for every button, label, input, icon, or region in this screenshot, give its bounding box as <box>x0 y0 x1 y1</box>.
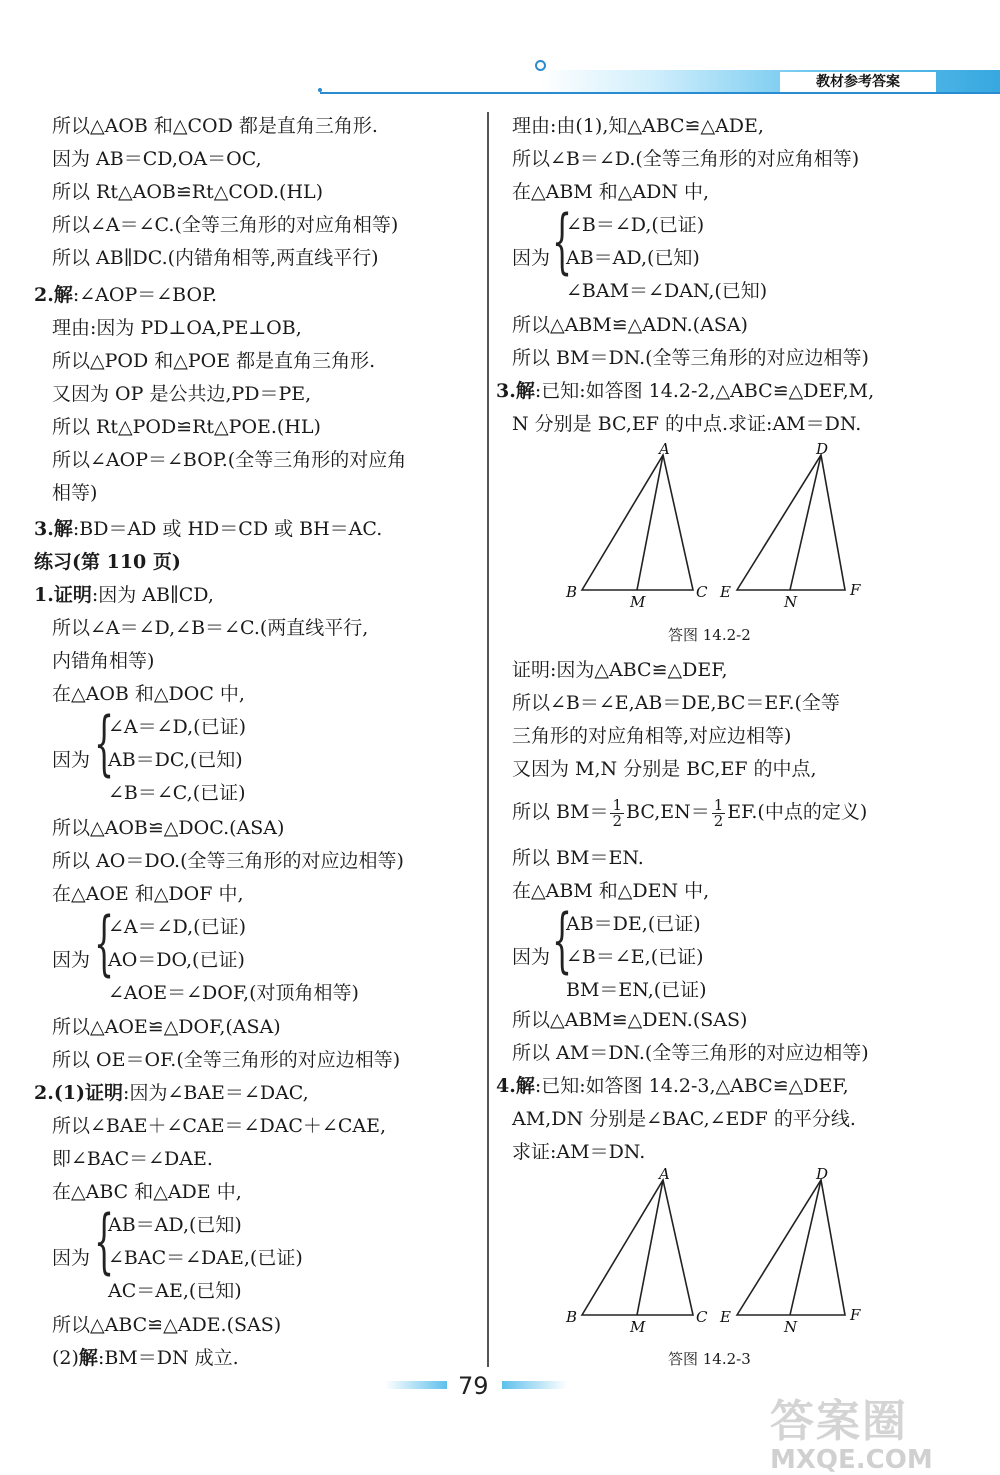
watermark-domain: MXQE.COM <box>770 1445 933 1475</box>
left-text-line: 所以 AB∥DC.(内错角相等,两直线平行) <box>52 247 379 269</box>
watermark-logo: 答案圈 <box>770 1396 908 1447</box>
triangle-def <box>737 455 845 590</box>
right-text-line: 证明:因为△ABC≌△DEF, <box>512 659 728 681</box>
right-text-line: 在△ABM 和△ADN 中, <box>512 181 710 203</box>
page-number-deco-right <box>502 1381 567 1389</box>
left-text-line: 2.(1)证明:因为∠BAE＝∠DAC, <box>34 1082 309 1104</box>
watermark <box>770 1385 933 1475</box>
page-number: 79 <box>458 1372 489 1400</box>
left-text-line: 所以∠AOP＝∠BOP.(全等三角形的对应角 <box>52 449 407 471</box>
right-text-line: AM,DN 分别是∠BAC,∠EDF 的平分线. <box>512 1108 856 1130</box>
right-text-line: ∠BAM＝∠DAN,(已知) <box>566 280 768 302</box>
label-d: D <box>816 1165 829 1183</box>
right-text-line: 所以 AM＝DN.(全等三角形的对应边相等) <box>512 1042 869 1064</box>
right-text-line: 4.解:已知:如答图 14.2-3,△ABC≌△DEF, <box>496 1075 849 1097</box>
label-c: C <box>696 583 708 601</box>
left-text-line: 所以 Rt△POD≌Rt△POE.(HL) <box>52 416 321 438</box>
right-text-line: BM＝EN,(已证) <box>566 979 707 1001</box>
right-text-line: 3.解:已知:如答图 14.2-2,△ABC≌△DEF,M, <box>496 380 875 402</box>
left-text-line: 在△AOE 和△DOF 中, <box>52 883 244 905</box>
header-rule <box>320 92 1000 94</box>
left-text-line: 所以△ABC≌△ADE.(SAS) <box>52 1314 282 1336</box>
figure-caption-14-2-2: 答图 14.2-2 <box>668 626 751 644</box>
label-e: E <box>720 1308 731 1326</box>
left-text-line: 所以∠A＝∠C.(全等三角形的对应角相等) <box>52 214 399 236</box>
left-text-line: ∠A＝∠D,(已证) <box>108 716 246 738</box>
left-text-line: 理由:因为 PD⊥OA,PE⊥OB, <box>52 317 302 339</box>
left-text-line: 所以 Rt△AOB≌Rt△COD.(HL) <box>52 181 324 203</box>
right-text-line: 三角形的对应角相等,对应边相等) <box>512 725 792 747</box>
label-m: M <box>630 1318 646 1336</box>
left-text-line: 所以△AOB≌△DOC.(ASA) <box>52 817 285 839</box>
right-text-line: 所以△ABM≌△DEN.(SAS) <box>512 1009 748 1031</box>
right-text-line: 因为 <box>512 946 551 968</box>
label-b: B <box>566 1308 578 1326</box>
left-text-line: 2.解:∠AOP＝∠BOP. <box>34 284 218 306</box>
right-text-line: AB＝AD,(已知) <box>566 247 700 269</box>
header-dot-small-icon <box>318 88 322 92</box>
left-text-line: ∠A＝∠D,(已证) <box>108 916 246 938</box>
right-text-line: 因为 <box>512 247 551 269</box>
right-text-line: 求证:AM＝DN. <box>512 1141 646 1163</box>
figure-14-2-3 <box>560 1165 880 1340</box>
left-text-line: 所以△AOB 和△COD 都是直角三角形. <box>52 115 378 137</box>
label-f: F <box>850 581 861 599</box>
segment-dn <box>790 1180 821 1315</box>
label-a: A <box>659 440 670 458</box>
brace-left-2: { <box>94 902 115 984</box>
left-text-line: AB＝AD,(已知) <box>108 1214 242 1236</box>
label-n: N <box>784 593 798 611</box>
right-text-line: 理由:由(1),知△ABC≌△ADE, <box>512 115 764 137</box>
right-text-line: 所以△ABM≌△ADN.(ASA) <box>512 314 748 336</box>
triangle-abc <box>582 455 693 590</box>
figure-caption-14-2-3: 答图 14.2-3 <box>668 1350 751 1368</box>
left-text-line: ∠B＝∠C,(已证) <box>108 782 246 804</box>
midpoint-definition-line: 所以 BM＝ $\frac{1}{2}$ BC,EN＝ $\frac{1}{2}$ EF.(中点的定义) <box>512 795 868 830</box>
label-m: M <box>630 593 646 611</box>
header-label: 教材参考答案 <box>780 72 936 92</box>
figure-14-2-2 <box>560 440 880 615</box>
left-text-line: 所以△POD 和△POE 都是直角三角形. <box>52 350 376 372</box>
left-text-line: 所以∠BAE＋∠CAE＝∠DAC＋∠CAE, <box>52 1115 387 1137</box>
right-text-line: N 分别是 BC,EF 的中点.求证:AM＝DN. <box>512 413 862 435</box>
triangle-def <box>737 1180 845 1315</box>
left-text-line: 所以 OE＝OF.(全等三角形的对应边相等) <box>52 1049 401 1071</box>
right-text-line: ∠B＝∠E,(已证) <box>566 946 704 968</box>
left-text-line: 因为 <box>52 1247 91 1269</box>
left-text-line: ∠BAC＝∠DAE,(已证) <box>108 1247 303 1269</box>
right-text-line: 所以 BM＝EN. <box>512 847 644 869</box>
right-text-line: 所以∠B＝∠D.(全等三角形的对应角相等) <box>512 148 860 170</box>
brace-right-1: { <box>552 200 573 282</box>
column-divider <box>487 112 489 1367</box>
label-b: B <box>566 583 578 601</box>
segment-dn <box>790 455 821 590</box>
left-text-line: 因为 <box>52 949 91 971</box>
left-text-line: 所以∠A＝∠D,∠B＝∠C.(两直线平行, <box>52 617 369 639</box>
left-text-line: 所以△AOE≌△DOF,(ASA) <box>52 1016 281 1038</box>
fraction-half-2: $\frac{1}{2}$ <box>713 795 724 830</box>
right-text-line: ∠B＝∠D,(已证) <box>566 214 705 236</box>
left-text-line: 相等) <box>52 482 98 504</box>
label-n: N <box>784 1318 798 1336</box>
right-text-line: 所以 BM＝DN.(全等三角形的对应边相等) <box>512 347 869 369</box>
header-dot-icon <box>535 60 546 71</box>
left-text-line: 又因为 OP 是公共边,PD＝PE, <box>52 383 312 405</box>
left-text-line: 3.解:BD＝AD 或 HD＝CD 或 BH＝AC. <box>34 518 383 540</box>
left-text-line: 1.证明:因为 AB∥CD, <box>34 584 214 606</box>
right-text-line: 在△ABM 和△DEN 中, <box>512 880 710 902</box>
left-text-line: AB＝DC,(已知) <box>108 749 243 771</box>
right-text-line: 又因为 M,N 分别是 BC,EF 的中点, <box>512 758 817 780</box>
left-text-line: (2)解:BM＝DN 成立. <box>52 1347 239 1369</box>
label-d: D <box>816 440 829 458</box>
left-text-line: 内错角相等) <box>52 650 155 672</box>
right-text-line: AB＝DE,(已证) <box>566 913 701 935</box>
triangle-abc <box>582 1180 693 1315</box>
page-number-deco-left <box>385 1381 447 1389</box>
left-text-line: 即∠BAC＝∠DAE. <box>52 1148 213 1170</box>
label-a: A <box>659 1165 670 1183</box>
brace-left-1: { <box>94 702 115 784</box>
left-text-line: 因为 <box>52 749 91 771</box>
brace-left-3: { <box>94 1200 115 1282</box>
brace-right-2: { <box>552 899 573 981</box>
left-text-line: AC＝AE,(已知) <box>108 1280 242 1302</box>
label-e: E <box>720 583 731 601</box>
right-text-line: 所以∠B＝∠E,AB＝DE,BC＝EF.(全等 <box>512 692 840 714</box>
left-text-line: 因为 AB＝CD,OA＝OC, <box>52 148 262 170</box>
label-f: F <box>850 1306 861 1324</box>
left-text-line: 练习(第 110 页) <box>34 551 181 573</box>
left-text-line: 所以 AO＝DO.(全等三角形的对应边相等) <box>52 850 404 872</box>
fraction-half-1: $\frac{1}{2}$ <box>612 795 623 830</box>
left-text-line: 在△ABC 和△ADE 中, <box>52 1181 242 1203</box>
left-text-line: ∠AOE＝∠DOF,(对顶角相等) <box>108 982 359 1004</box>
left-text-line: AO＝DO,(已证) <box>108 949 245 971</box>
left-text-line: 在△AOB 和△DOC 中, <box>52 683 245 705</box>
label-c: C <box>696 1308 708 1326</box>
